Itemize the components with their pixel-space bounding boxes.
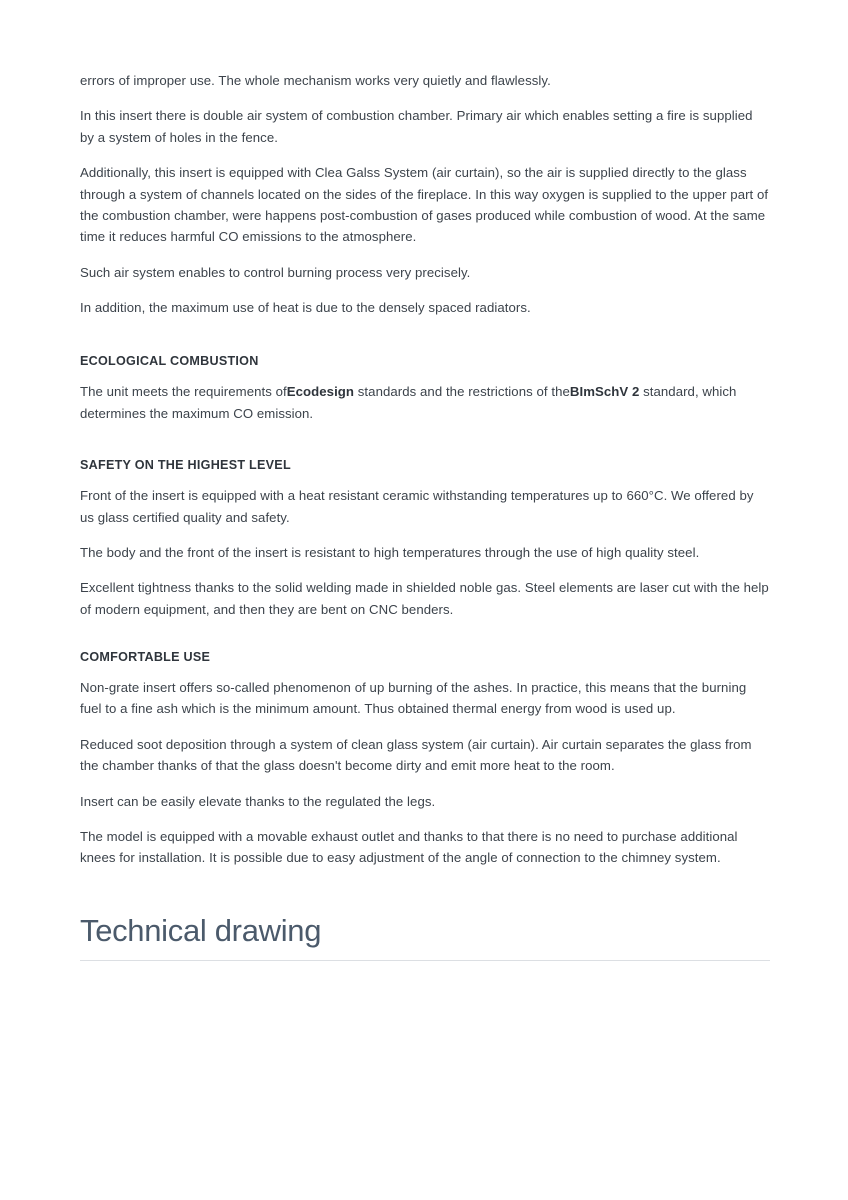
paragraph: Such air system enables to control burning process very precisely. (80, 264, 471, 280)
paragraph: Front of the insert is equipped with a heat resistant ceramic withstanding temperatures up to 660°C. We offered by us glass certified quality and safety. (80, 488, 754, 525)
horizontal-rule (80, 960, 770, 961)
paragraph-text-a: The unit meets the requirements of (80, 384, 287, 400)
intro-block (80, 70, 770, 318)
paragraph: Excellent tightness thanks to the solid welding made in shielded noble gas. Steel elements are laser cut with the help of modern equipment, and then they are bent on CNC benders. (80, 580, 769, 617)
paragraph: Insert can be easily elevate thanks to the regulated the legs. (80, 793, 436, 809)
section-safety (80, 458, 770, 620)
paragraph-bold-ecodesign: Ecodesign (286, 384, 355, 400)
paragraph: Additionally, this insert is equipped with Clea Galss System (air curtain), so the air is supplied directly to the glass through a system of channels located on the sides of the fireplace. In this way oxygen is supplied to the upper part of the combustion chamber, were happens post-combustion of gases produced while combustion of wood. At the same time it reduces harmful CO emissions to the atmosphere. (80, 165, 769, 245)
section-heading: SAFETY ON THE HIGHEST LEVEL (80, 458, 291, 473)
section-heading: COMFORTABLE USE (80, 650, 211, 664)
paragraph-bold-bimschv: BImSchV 2 (569, 384, 640, 400)
paragraph: The model is equipped with a movable exhaust outlet and thanks to that there is no need to purchase additional knees for installation. It is possible due to easy adjustment of the angle of connection to the chimney system. (80, 828, 738, 866)
paragraph: In this insert there is double air system of combustion chamber. Primary air which enables setting a fire is supplied by a system of holes in the fence. (80, 108, 753, 145)
paragraph-text-c: standards and the restrictions of the (354, 384, 570, 400)
paragraph: Non-grate insert offers so-called phenomenon of up burning of the ashes. In practice, this means that the burning fuel to a fine ash which is the minimum amount. Thus obtained thermal energy from wood is used up. (80, 680, 747, 717)
paragraph-text-e: standard, which determines the maximum CO emission. (80, 384, 737, 421)
paragraph: In addition, the maximum use of heat is due to the densely spaced radiators. (80, 300, 531, 315)
paragraph: The body and the front of the insert is resistant to high temperatures through the use of high quality steel. (80, 544, 700, 560)
paragraph: Reduced soot deposition through a system of clean glass system (air curtain). Air curtain separates the glass from the chamber thanks of that the glass doesn't become dirty and emit more heat to the room. (80, 736, 752, 774)
paragraph: errors of improper use. The whole mechanism works very quietly and flawlessly. (80, 73, 551, 88)
section-comfortable-use (80, 650, 770, 869)
document-content (80, 70, 770, 961)
technical-drawing-title: Technical drawing (80, 912, 322, 948)
section-heading: ECOLOGICAL COMBUSTION (80, 354, 259, 369)
paragraph (80, 381, 770, 424)
section-ecological-combustion (80, 354, 770, 424)
